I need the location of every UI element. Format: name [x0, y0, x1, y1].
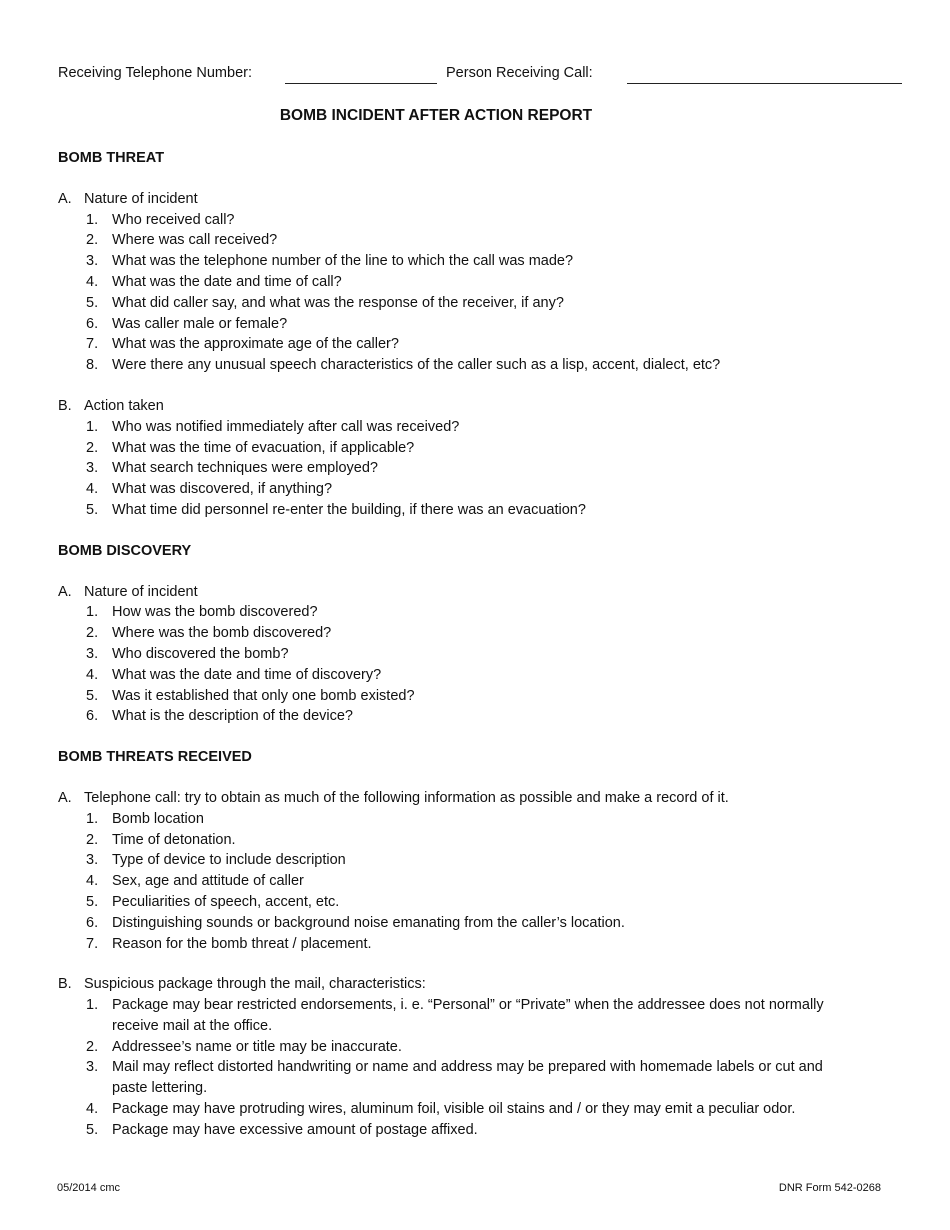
list-item	[86, 210, 898, 231]
list-item	[86, 1099, 898, 1120]
list-item	[86, 272, 898, 293]
item-text: What did caller say, and what was the response of the receiver, if any?	[112, 294, 564, 311]
item-text: What search techniques were employed?	[112, 460, 378, 477]
list-item	[86, 1037, 898, 1058]
question-group	[58, 788, 898, 954]
item-number: 6.	[86, 914, 99, 931]
list-item	[86, 458, 898, 479]
list-item	[86, 1057, 898, 1099]
item-text: What was the telephone number of the line to which the call was made?	[112, 253, 574, 270]
question-list	[58, 210, 898, 376]
list-item	[86, 500, 898, 521]
item-number: 7.	[86, 935, 99, 952]
person-receiving-blank-field[interactable]	[627, 83, 902, 84]
list-item	[86, 417, 898, 438]
item-text: What time did personnel re-enter the building, if there was an evacuation?	[112, 501, 586, 518]
item-number: 7.	[86, 336, 99, 353]
question-group	[58, 582, 898, 728]
item-text: What was the date and time of discovery?	[112, 666, 382, 683]
item-text: Where was the bomb discovered?	[112, 625, 332, 642]
item-text: What was the date and time of call?	[112, 273, 342, 290]
item-number: 1.	[86, 418, 99, 435]
item-text: What was the time of evacuation, if applicable?	[112, 439, 415, 456]
group-title: Nature of incident	[84, 190, 198, 207]
footer-date: 05/2014 cmc	[57, 1182, 120, 1194]
item-number: 1.	[86, 997, 99, 1014]
question-group	[58, 189, 898, 376]
item-text: Was caller male or female?	[112, 315, 288, 332]
item-number: 2.	[86, 831, 99, 848]
item-number: 1.	[86, 211, 99, 228]
item-text: Time of detonation.	[112, 831, 236, 848]
item-text: What was discovered, if anything?	[112, 481, 333, 498]
group-letter: B.	[58, 976, 72, 993]
list-item	[86, 438, 898, 459]
item-number: 1.	[86, 604, 99, 621]
footer-form-number: DNR Form 542-0268	[778, 1182, 881, 1194]
list-item	[86, 230, 898, 251]
item-number: 3.	[86, 645, 99, 662]
group-header	[58, 189, 898, 210]
group-header	[58, 974, 898, 995]
item-text: Distinguishing sounds or background noise emanating from the caller’s location.	[112, 914, 625, 931]
header-row	[58, 64, 908, 86]
list-item	[86, 913, 898, 934]
group-letter: A.	[58, 190, 72, 207]
question-list	[58, 417, 898, 521]
item-text: Sex, age and attitude of caller	[112, 873, 304, 890]
group-header	[58, 396, 898, 417]
section-heading: BOMB THREAT	[58, 150, 165, 166]
item-text: Where was call received?	[112, 232, 278, 249]
list-item	[86, 644, 898, 665]
report-body	[58, 148, 898, 1141]
list-item	[86, 355, 898, 376]
question-list	[58, 995, 898, 1141]
item-number: 4.	[86, 273, 99, 290]
item-number: 5.	[86, 1121, 99, 1138]
item-number: 4.	[86, 1101, 99, 1118]
item-number: 4.	[86, 666, 99, 683]
group-letter: A.	[58, 789, 72, 806]
list-item	[86, 892, 898, 913]
section-heading: BOMB DISCOVERY	[58, 542, 192, 559]
group-title: Nature of incident	[84, 583, 198, 600]
group-title: Telephone call: try to obtain as much of the following information as possible and make a record of it.	[84, 789, 729, 806]
group-letter: A.	[58, 583, 72, 600]
item-text: Who received call?	[112, 211, 235, 228]
item-number: 3.	[86, 1059, 99, 1076]
list-item	[86, 850, 898, 871]
list-item	[86, 686, 898, 707]
item-number: 5.	[86, 687, 99, 704]
item-text: Were there any unusual speech characteristics of the caller such as a lisp, accent, dialect, etc?	[112, 357, 721, 374]
group-title: Action taken	[84, 397, 164, 414]
person-label: Person Receiving Call:	[446, 65, 593, 81]
list-item	[86, 934, 898, 955]
item-text: Addressee’s name or title may be inaccurate.	[112, 1038, 402, 1055]
question-group	[58, 974, 898, 1140]
item-text: Who discovered the bomb?	[112, 645, 289, 662]
item-text: Package may have excessive amount of postage affixed.	[112, 1121, 478, 1138]
item-number: 5.	[86, 893, 99, 910]
question-list	[58, 602, 898, 727]
item-number: 4.	[86, 481, 99, 498]
item-number: 2.	[86, 1038, 99, 1055]
item-text: Type of device to include description	[112, 852, 346, 869]
item-text: Bomb location	[112, 810, 204, 827]
list-item	[86, 623, 898, 644]
item-text: Who was notified immediately after call was received?	[112, 418, 460, 435]
list-item	[86, 830, 898, 851]
item-text: Package may bear restricted endorsements, i. e. “Personal” or “Private” when the addressee does not normally receive mail at the office.	[112, 997, 824, 1034]
item-number: 5.	[86, 294, 99, 311]
item-text: Was it established that only one bomb existed?	[112, 687, 415, 704]
item-text: Mail may reflect distorted handwriting or name and address may be prepared with homemade labels or cut and paste lettering.	[112, 1059, 823, 1097]
item-number: 5.	[86, 501, 99, 518]
item-number: 6.	[86, 708, 99, 725]
item-number: 3.	[86, 852, 99, 869]
item-text: What was the approximate age of the caller?	[112, 336, 399, 353]
item-text: How was the bomb discovered?	[112, 604, 318, 621]
item-number: 6.	[86, 315, 99, 332]
list-item	[86, 251, 898, 272]
list-item	[86, 706, 898, 727]
list-item	[86, 871, 898, 892]
item-number: 3.	[86, 253, 99, 270]
item-text: Peculiarities of speech, accent, etc.	[112, 893, 340, 910]
question-group	[58, 396, 898, 521]
group-title: Suspicious package through the mail, characteristics:	[84, 976, 426, 993]
group-header	[58, 788, 898, 809]
list-item	[86, 293, 898, 314]
group-letter: B.	[58, 397, 72, 414]
item-number: 2.	[86, 232, 99, 249]
group-header	[58, 582, 898, 603]
list-item	[86, 995, 898, 1037]
item-number: 8.	[86, 357, 99, 374]
item-number: 2.	[86, 439, 99, 456]
list-item	[86, 1120, 898, 1141]
question-list	[58, 809, 898, 955]
item-number: 3.	[86, 460, 99, 477]
list-item	[86, 479, 898, 500]
item-number: 2.	[86, 625, 99, 642]
list-item	[86, 314, 898, 335]
item-text: What is the description of the device?	[112, 708, 353, 725]
page-title: BOMB INCIDENT AFTER ACTION REPORT	[279, 107, 593, 124]
list-item	[86, 334, 898, 355]
list-item	[86, 602, 898, 623]
phone-number-blank-field[interactable]	[285, 83, 437, 84]
list-item	[86, 809, 898, 830]
phone-label: Receiving Telephone Number:	[58, 65, 252, 81]
section-heading: BOMB THREATS RECEIVED	[58, 749, 252, 766]
item-text: Package may have protruding wires, aluminum foil, visible oil stains and / or they may emit a peculiar odor.	[112, 1101, 796, 1118]
item-number: 4.	[86, 873, 99, 890]
item-number: 1.	[86, 810, 99, 827]
item-text: Reason for the bomb threat / placement.	[112, 935, 372, 952]
list-item	[86, 665, 898, 686]
